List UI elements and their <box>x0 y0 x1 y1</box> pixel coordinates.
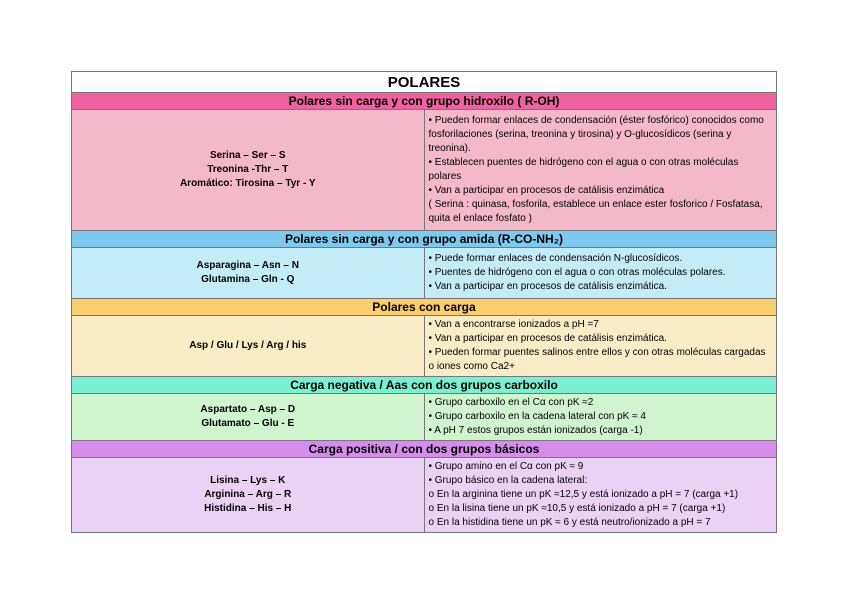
section-body-row <box>72 316 777 377</box>
amino-acid: Asp / Glu / Lys / Arg / his <box>189 340 307 351</box>
amino-acid: Histidina – His – H <box>204 503 292 514</box>
section-body-row <box>72 110 777 231</box>
properties-list <box>424 458 777 533</box>
amino-acid: Arginina – Arg – R <box>204 489 292 500</box>
property-item: • Van a encontrarse ionizados a pH =7 <box>428 319 599 330</box>
properties-list <box>424 394 777 441</box>
table-title: POLARES <box>72 72 777 93</box>
properties-list <box>424 110 777 231</box>
amino-acid-list <box>72 110 425 231</box>
amino-acid-list <box>72 316 425 377</box>
property-item: o En la arginina tiene un pK ≈12,5 y está ionizado a pH = 7 (carga +1) <box>428 489 739 500</box>
property-item: • A pH 7 estos grupos están ionizados (carga -1) <box>428 425 643 436</box>
amino-acid: Glutamina – Gln - Q <box>201 274 295 285</box>
section-header-row <box>72 441 777 458</box>
amino-acid-list <box>72 458 425 533</box>
amino-acid: Asparagina – Asn – N <box>196 260 299 271</box>
title-row <box>72 72 777 93</box>
section-header-row <box>72 377 777 394</box>
section-header-row <box>72 231 777 248</box>
section-header-carga-negativa: Carga negativa / Aas con dos grupos carboxilo <box>72 377 777 394</box>
amino-acid: Aspartato – Asp – D <box>200 404 296 415</box>
amino-acid: Serina – Ser – S <box>209 150 286 161</box>
polares-table <box>71 71 777 533</box>
property-item: • Van a participar en procesos de catálisis enzimática. <box>428 333 667 344</box>
property-item: • Grupo carboxilo en la cadena lateral con pK ≈ 4 <box>428 411 646 422</box>
property-item: • Van a participar en procesos de catálisis enzimática. <box>428 281 667 292</box>
property-item: • Pueden formar puentes salinos entre ellos y con otras moléculas cargadas o iones como Ca2+ <box>428 347 766 372</box>
property-item: • Grupo básico en la cadena lateral: <box>428 475 588 486</box>
amino-acid-list <box>72 394 425 441</box>
amino-acid: Treonina -Thr – T <box>207 164 289 175</box>
property-item: o En la lisina tiene un pK ≈10,5 y está ionizado a pH = 7 (carga +1) <box>428 503 726 514</box>
section-header-row <box>72 93 777 110</box>
property-item: • Pueden formar enlaces de condensación (éster fosfórico) conocidos como fosforilaciones (serina, treonina y tirosina) y O-glucosídicos (serina y treonina). <box>428 115 764 154</box>
property-item: • Van a participar en procesos de catálisis enzimática <box>428 185 665 196</box>
section-header-amida: Polares sin carga y con grupo amida (R-CO-NH₂) <box>72 231 777 248</box>
amino-acid: Aromático: Tirosina – Tyr - Y <box>179 178 316 189</box>
property-item: • Puentes de hidrógeno con el agua o con otras moléculas polares. <box>428 267 726 278</box>
property-item: • Establecen puentes de hidrógeno con el agua o con otras moléculas polares <box>428 157 739 182</box>
properties-list <box>424 316 777 377</box>
section-body-row <box>72 394 777 441</box>
property-item: ( Serina : quinasa, fosforila, establece un enlace ester fosforico / Fosfatasa, quita el enlace fosfato ) <box>428 199 763 224</box>
section-header-hidroxilo: Polares sin carga y con grupo hidroxilo ( R-OH) <box>72 93 777 110</box>
properties-list <box>424 248 777 299</box>
property-item: o En la histidina tiene un pK ≈ 6 y está neutro/ionizado a pH = 7 <box>428 517 711 528</box>
section-header-carga-positiva: Carga positiva / con dos grupos básicos <box>72 441 777 458</box>
section-header-con-carga: Polares con carga <box>72 299 777 316</box>
amino-acid-list <box>72 248 425 299</box>
section-header-row <box>72 299 777 316</box>
property-item: • Puede formar enlaces de condensación N-glucosídicos. <box>428 253 683 264</box>
section-body-row <box>72 458 777 533</box>
property-item: • Grupo amino en el Cα con pK ≈ 9 <box>428 461 584 472</box>
amino-acid: Glutamato – Glu - E <box>201 418 295 429</box>
section-body-row <box>72 248 777 299</box>
property-item: • Grupo carboxilo en el Cα con pK ≈2 <box>428 397 594 408</box>
amino-acid: Lisina – Lys – K <box>210 475 286 486</box>
